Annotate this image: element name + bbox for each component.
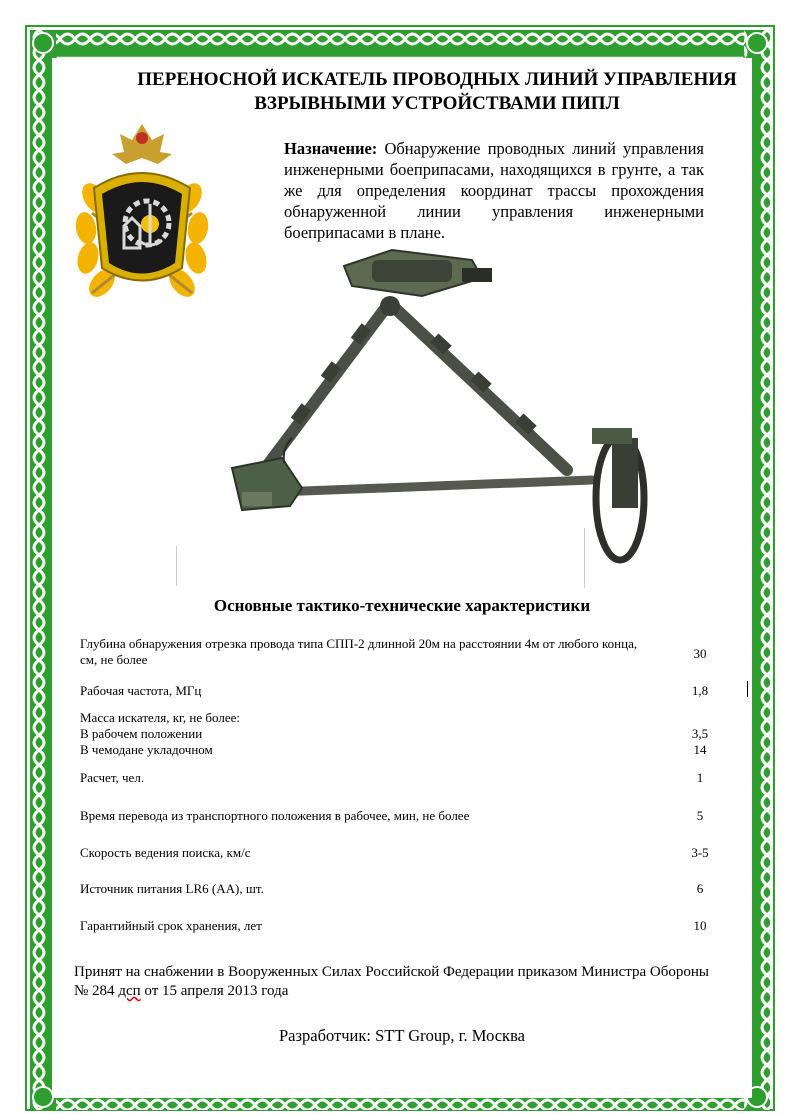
spec-value: 1,8 xyxy=(691,683,709,698)
spec-value: 3-5 xyxy=(691,845,709,860)
developer-line: Разработчик: STT Group, г. Москва xyxy=(279,1026,525,1045)
spec-value: 5 xyxy=(696,808,704,823)
purpose-label: Назначение: xyxy=(284,139,378,158)
spec-label: Гарантийный срок хранения, лет xyxy=(80,918,262,933)
spec-value: 3,5 xyxy=(691,726,709,741)
image-edge-left xyxy=(176,546,177,586)
adoption-text-dsp: дсп xyxy=(118,983,141,999)
page-title xyxy=(122,68,752,116)
spec-label: В чемодане укладочном xyxy=(80,742,213,757)
specs-title: Основные тактико-технические характеристики xyxy=(213,596,591,615)
spec-label: В рабочем положении xyxy=(80,726,203,741)
spec-value: 6 xyxy=(696,881,704,896)
title-line-2: ВЗРЫВНЫМИ УСТРОЙСТВАМИ ПИПЛ xyxy=(254,93,620,114)
spec-label: Время перевода из транспортного положения в рабочее, мин, не более xyxy=(80,808,470,823)
spec-value: 10 xyxy=(693,918,707,933)
purpose-text: Обнаружение проводных линий управления инженерными боеприпасами, находящихся в грунте, а так же для определения координат трассы прохождения обнаруженной линии управления инженерными боеприпасами в плане. xyxy=(284,139,705,242)
wire-detector-device-image xyxy=(172,248,652,583)
spec-value: 1 xyxy=(696,770,704,785)
adoption-text-part2: от 15 апреля 2013 года xyxy=(140,983,289,999)
text-cursor xyxy=(747,681,748,697)
spec-label: Расчет, чел. xyxy=(80,770,145,785)
spec-value: 14 xyxy=(693,742,707,757)
spec-label: Глубина обнаружения отрезка провода типа СПП-2 длинной 20м на расстоянии 4м от любого конца, см, не более xyxy=(80,636,638,667)
spec-label: Скорость ведения поиска, км/с xyxy=(80,845,251,860)
purpose-paragraph xyxy=(284,138,704,243)
spec-label: Рабочая частота, МГц xyxy=(80,683,202,698)
image-edge-right xyxy=(584,528,585,588)
adoption-text-part1: Принят на снабжении в Вооруженных Силах Российской Федерации приказом Министра Обороны № 284 xyxy=(74,964,709,999)
adoption-note xyxy=(74,963,714,1001)
spec-value: 30 xyxy=(693,646,707,661)
spec-label: Масса искателя, кг, не более: xyxy=(80,710,240,725)
content-area xyxy=(52,58,752,1098)
spec-label: Источник питания LR6 (AA), шт. xyxy=(80,881,264,896)
title-line-1: ПЕРЕНОСНОЙ ИСКАТЕЛЬ ПРОВОДНЫХ ЛИНИЙ УПРАВЛЕНИЯ xyxy=(137,69,737,90)
